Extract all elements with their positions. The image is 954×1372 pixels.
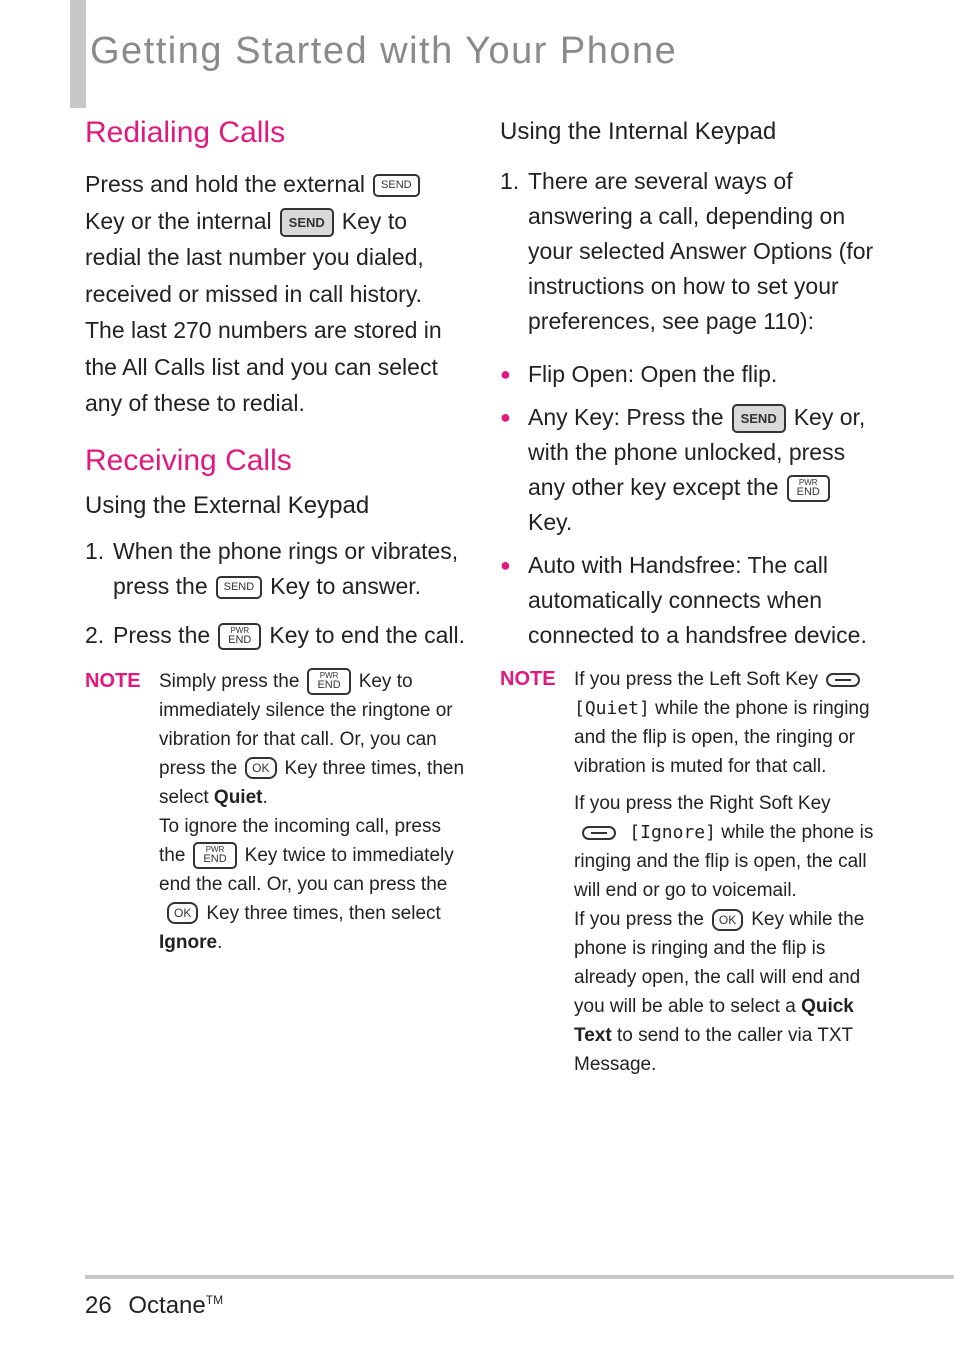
bullet-flip-open <box>500 357 880 392</box>
pwr-label: PWR <box>205 844 225 854</box>
text: while the phone is ringing and the flip is open, the ringing or vibration is muted for that call. <box>574 698 870 777</box>
text: . <box>217 931 223 953</box>
pwr-label: PWR <box>798 478 818 488</box>
step-text <box>113 618 465 653</box>
note-block <box>85 667 465 957</box>
term: Auto with Handsfree <box>528 552 736 578</box>
term: Flip Open <box>528 361 628 387</box>
text: to send to the caller via TXT Message. <box>574 1025 853 1075</box>
quick-text-option: Quick Text <box>574 996 854 1046</box>
text: If you press the Left Soft Key <box>574 669 818 690</box>
note-block <box>500 665 880 1079</box>
page-title: Getting Started with Your Phone <box>90 30 678 72</box>
text: Key. <box>528 509 573 535</box>
text: Key three times, then select <box>159 757 465 808</box>
bullet-text <box>528 548 880 653</box>
text: : Open the flip. <box>627 361 778 387</box>
end-label: END <box>317 678 341 691</box>
text: If you press the Right Soft Key <box>574 793 831 814</box>
text: To ignore the incoming call, press the <box>159 815 441 866</box>
footer-rule <box>85 1275 954 1279</box>
note-label: NOTE <box>85 669 141 692</box>
text: Key three times, then select <box>206 902 441 924</box>
text: Key to answer. <box>270 572 422 599</box>
text: Key to redial the last number you dialed, received or missed in call history. The last 270 numbers are stored in the All Calls list and you can select any of these to redial. <box>85 207 442 416</box>
left-column <box>85 110 465 957</box>
quiet-softkey-label: [Quiet] <box>574 698 650 719</box>
bullet-icon: ● <box>500 407 511 427</box>
right-column <box>500 110 880 1079</box>
pwr-label: PWR <box>319 670 339 680</box>
right-soft-key-icon <box>582 826 616 840</box>
text: If you press the <box>574 909 704 930</box>
bullet-text <box>528 400 880 540</box>
step-1 <box>500 164 880 339</box>
end-key-icon <box>193 842 236 869</box>
receiving-heading: Receiving Calls <box>85 443 292 477</box>
bullet-icon: ● <box>500 364 511 384</box>
ignore-option: Ignore <box>159 931 218 953</box>
redialing-heading: Redialing Calls <box>85 116 286 149</box>
trademark: TM <box>205 1293 224 1307</box>
step-text: There are several ways of answering a call, depending on your selected Answer Options (for instructions on how to set your preferences, see page 110): <box>528 168 874 334</box>
end-key-icon <box>307 668 350 695</box>
footer <box>85 1292 223 1320</box>
term: Any Key <box>528 404 614 430</box>
text: Key twice to immediately end the call. Or, you can press the <box>159 844 454 895</box>
text: . <box>262 786 268 808</box>
step-number: 1. <box>85 537 105 564</box>
title-accent-bar <box>70 0 86 108</box>
bullet-text <box>528 357 777 392</box>
external-keypad-heading: Using the External Keypad <box>85 491 370 519</box>
end-label: END <box>228 633 252 646</box>
end-key-icon <box>787 475 830 502</box>
end-key-icon <box>218 623 261 650</box>
note-paragraph <box>574 789 880 905</box>
send-key-icon: SEND <box>280 208 334 237</box>
redialing-paragraph <box>85 166 465 422</box>
note-paragraph <box>574 905 880 1079</box>
left-soft-key-icon <box>826 673 860 687</box>
end-label: END <box>203 852 227 865</box>
bullet-any-key <box>500 400 880 540</box>
text: Press the <box>113 621 211 648</box>
send-key-icon: SEND <box>373 174 420 197</box>
step-text <box>113 534 465 604</box>
pwr-label: PWR <box>230 625 250 635</box>
send-key-icon: SEND <box>732 404 786 433</box>
text: Key or the internal <box>85 207 272 234</box>
page-number: 26 <box>85 1292 112 1319</box>
end-label: END <box>796 486 820 499</box>
ok-key-icon: OK <box>245 757 276 779</box>
text: Key to end the call. <box>269 621 466 648</box>
ignore-softkey-label: [Ignore] <box>629 822 716 843</box>
ok-key-icon: OK <box>712 909 743 931</box>
ok-key-icon: OK <box>167 902 198 924</box>
text: Key to immediately silence the ringtone or vibration for that call. Or, you can press the <box>159 670 453 779</box>
note-paragraph <box>574 665 880 781</box>
step-number: 2. <box>85 621 105 648</box>
text: Key or, with the phone unlocked, press any other key except the <box>528 404 866 500</box>
text: while the phone is ringing and the flip is open, the call will end or go to voicemail. <box>574 822 874 901</box>
note-body <box>574 665 880 1079</box>
step-2 <box>85 618 465 653</box>
note-paragraph <box>159 812 465 957</box>
send-key-icon: SEND <box>216 576 263 599</box>
step-1 <box>85 534 465 604</box>
note-label: NOTE <box>500 668 556 690</box>
bullet-icon: ● <box>500 555 511 575</box>
product-name: Octane <box>128 1292 206 1319</box>
quiet-option: Quiet <box>213 786 263 808</box>
internal-keypad-heading: Using the Internal Keypad <box>500 118 777 145</box>
note-paragraph <box>159 667 465 812</box>
text: : Press the <box>613 404 724 430</box>
text: When the phone rings or vibrates, press the <box>113 537 459 599</box>
bullet-auto-handsfree <box>500 548 880 653</box>
text: : The call automatically connects when connected to a handsfree device. <box>528 552 867 648</box>
text: Simply press the <box>159 670 300 692</box>
text: Press and hold the external <box>85 171 366 197</box>
note-body <box>159 667 465 957</box>
step-number: 1. <box>500 168 520 194</box>
text: Key while the phone is ringing and the flip is already open, the call will end and you will be able to select a <box>574 909 865 1017</box>
